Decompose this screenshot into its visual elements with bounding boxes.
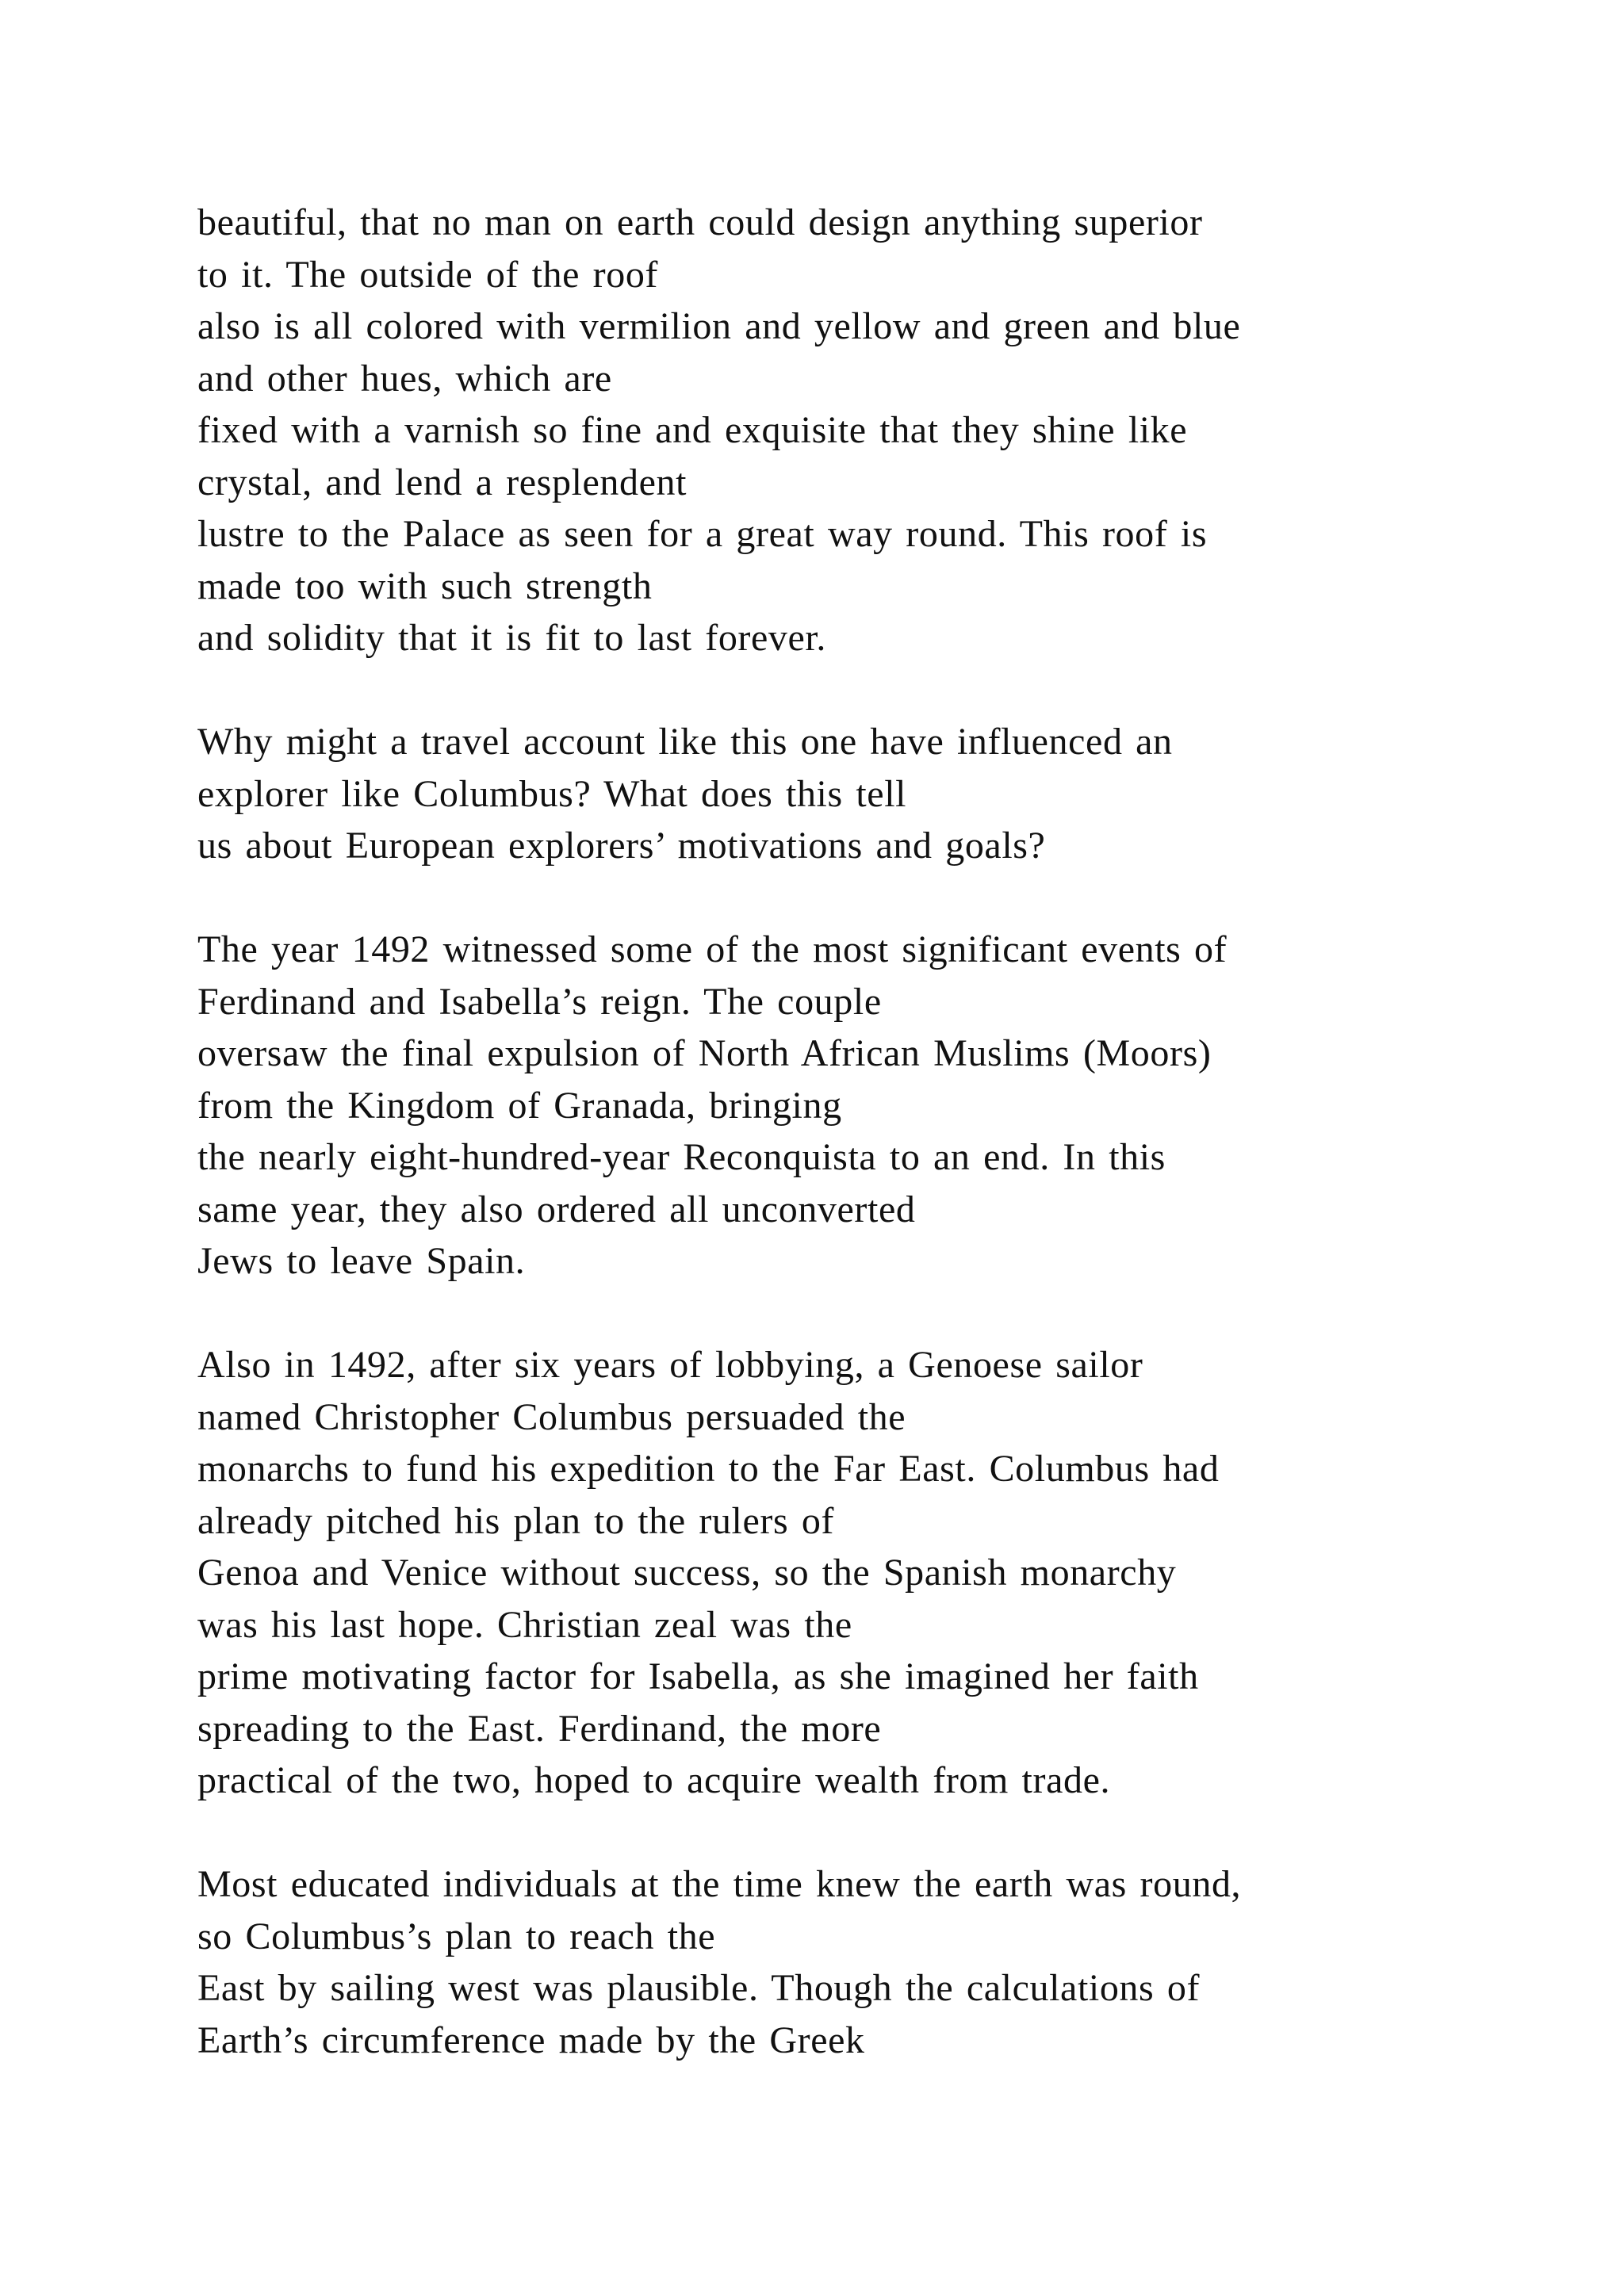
text-line: the nearly eight-hundred-year Reconquista to an end. In this [197,1136,1166,1178]
text-line: and other hues, which are [197,357,612,400]
text-line: already pitched his plan to the rulers of [197,1499,835,1542]
text-line: prime motivating factor for Isabella, as she imagined her faith [197,1655,1199,1697]
text-line: East by sailing west was plausible. Though the calculations of [197,1967,1201,2009]
text-line: named Christopher Columbus persuaded the [197,1395,906,1438]
paragraph-1492-events [197,924,1466,1288]
paragraph-earth-round [197,1858,1466,2066]
text-line: made too with such strength [197,564,653,607]
text-line: crystal, and lend a resplendent [197,461,688,503]
text-line: oversaw the final expulsion of North African Muslims (Moors) [197,1032,1212,1074]
text-line: beautiful, that no man on earth could design anything superior [197,201,1203,243]
text-line: monarchs to fund his expedition to the Far East. Columbus had [197,1448,1220,1490]
text-line: was his last hope. Christian zeal was the [197,1603,852,1646]
text-line: Ferdinand and Isabella’s reign. The couple [197,980,882,1023]
paragraph-question [197,716,1466,872]
text-line: Earth’s circumference made by the Greek [197,2019,865,2061]
text-line: from the Kingdom of Granada, bringing [197,1084,842,1127]
text-line: and solidity that it is fit to last forever. [197,617,826,659]
text-line: also is all colored with vermilion and yellow and green and blue [197,305,1241,347]
text-line: lustre to the Palace as seen for a great way round. This roof is [197,513,1208,555]
paragraph-columbus-expedition [197,1339,1466,1807]
paragraph-palace-roof [197,197,1466,664]
text-line: spreading to the East. Ferdinand, the more [197,1707,882,1750]
text-line: to it. The outside of the roof [197,253,659,296]
text-line: Most educated individuals at the time knew the earth was round, [197,1863,1242,1905]
text-line: practical of the two, hoped to acquire wealth from trade. [197,1759,1111,1801]
text-line: same year, they also ordered all unconverted [197,1188,916,1230]
text-line: us about European explorers’ motivations and goals? [197,825,1046,867]
text-line: Why might a travel account like this one have influenced an [197,721,1173,763]
text-line: Also in 1492, after six years of lobbying, a Genoese sailor [197,1344,1143,1386]
text-line: so Columbus’s plan to reach the [197,1915,716,1957]
text-line: Genoa and Venice without success, so the Spanish monarchy [197,1552,1177,1594]
document-body [197,197,1466,2118]
text-line: Jews to leave Spain. [197,1240,526,1282]
text-line: explorer like Columbus? What does this tell [197,772,907,815]
text-line: The year 1492 witnessed some of the most significant events of [197,928,1228,970]
text-line: fixed with a varnish so fine and exquisite that they shine like [197,409,1188,451]
